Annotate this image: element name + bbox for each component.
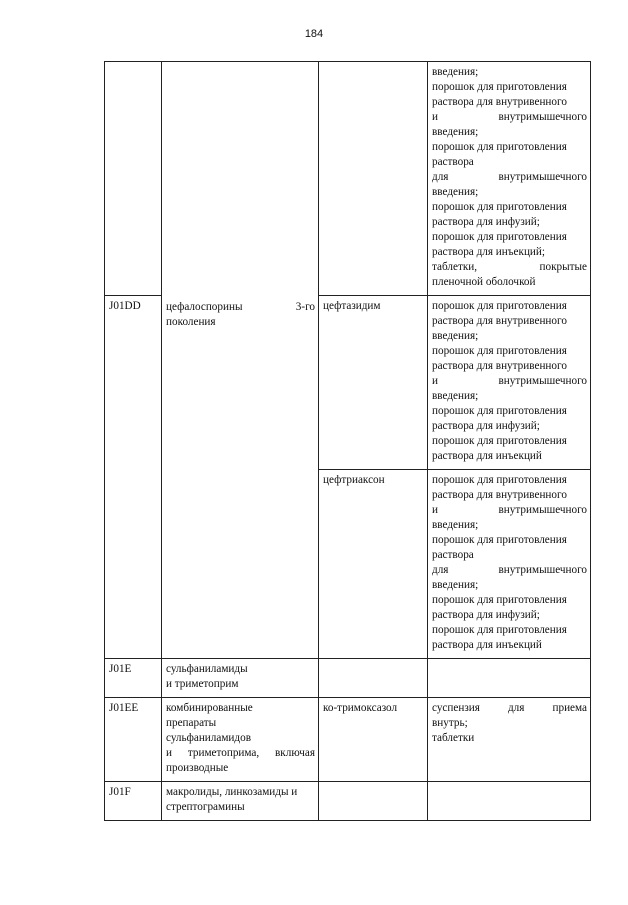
form-line: суспензия для приема — [432, 702, 587, 714]
group-line: сульфаниламидов — [166, 732, 251, 744]
form-line: раствора — [432, 549, 474, 561]
form-line: введения; — [432, 519, 479, 531]
form-line: раствора для инфузий; — [432, 216, 540, 228]
forms-cell — [428, 782, 591, 821]
group-line: цефалоспорины 3-го — [166, 301, 315, 313]
form-line: и внутримышечного — [432, 504, 587, 516]
form-line: порошок для приготовления — [432, 594, 567, 606]
drug-cell: цефтазидим — [319, 296, 428, 470]
forms-cell — [428, 659, 591, 698]
group-cell — [162, 698, 319, 782]
table-row — [105, 698, 591, 782]
form-line: введения; — [432, 579, 479, 591]
table-row — [105, 62, 591, 296]
form-line: введения; — [432, 390, 479, 402]
form-line: раствора — [432, 156, 474, 168]
forms-cell — [428, 470, 591, 659]
form-line: порошок для приготовления — [432, 345, 567, 357]
form-line: раствора для внутривенного — [432, 489, 567, 501]
group-line: и триметоприма, включая — [166, 747, 315, 759]
forms-cell — [428, 62, 591, 296]
form-line: и внутримышечного — [432, 375, 587, 387]
form-line: раствора для внутривенного — [432, 360, 567, 372]
group-line: производные — [166, 762, 229, 774]
form-line: раствора для внутривенного — [432, 96, 567, 108]
form-line: порошок для приготовления — [432, 435, 567, 447]
form-line: порошок для приготовления — [432, 81, 567, 93]
form-line: таблетки — [432, 732, 475, 744]
form-line: введения; — [432, 126, 479, 138]
form-line: порошок для приготовления — [432, 624, 567, 636]
table-row — [105, 659, 591, 698]
form-line: внутрь; — [432, 717, 468, 729]
group-line: препараты — [166, 717, 217, 729]
form-line: раствора для внутривенного — [432, 315, 567, 327]
table-row — [105, 782, 591, 821]
drug-cell — [319, 62, 428, 296]
drug-cell: ко-тримоксазол — [319, 698, 428, 782]
group-cell — [162, 782, 319, 821]
page-number: 184 — [304, 28, 324, 40]
group-cell — [162, 62, 319, 659]
form-line: введения; — [432, 330, 479, 342]
group-line: поколения — [166, 316, 216, 328]
form-line: порошок для приготовления — [432, 141, 567, 153]
group-line: макролиды, линкозамиды и — [166, 786, 298, 798]
drug-classification-table — [104, 61, 591, 821]
form-line: порошок для приготовления — [432, 405, 567, 417]
form-line: введения; — [432, 186, 479, 198]
group-line: стрептограмины — [166, 801, 245, 813]
form-line: порошок для приготовления — [432, 201, 567, 213]
code-cell: J01E — [105, 659, 162, 698]
form-line: порошок для приготовления — [432, 474, 567, 486]
drug-cell — [319, 659, 428, 698]
drug-cell — [319, 782, 428, 821]
form-line: для внутримышечного — [432, 564, 587, 576]
code-cell: J01DD — [105, 296, 162, 659]
form-line: раствора для инъекций; — [432, 246, 546, 258]
group-cell — [162, 659, 319, 698]
form-line: для внутримышечного — [432, 171, 587, 183]
form-line: порошок для приготовления — [432, 231, 567, 243]
group-line: комбинированные — [166, 702, 253, 714]
group-line: и триметоприм — [166, 678, 239, 690]
form-line: таблетки, покрытые — [432, 261, 587, 273]
code-cell: J01EE — [105, 698, 162, 782]
form-line: порошок для приготовления — [432, 534, 567, 546]
code-cell: J01F — [105, 782, 162, 821]
drug-cell: цефтриаксон — [319, 470, 428, 659]
forms-cell — [428, 296, 591, 470]
code-cell — [105, 62, 162, 296]
form-line: раствора для инфузий; — [432, 609, 540, 621]
form-line: порошок для приготовления — [432, 300, 567, 312]
form-line: пленочной оболочкой — [432, 276, 536, 288]
form-line: раствора для инфузий; — [432, 420, 540, 432]
form-line: и внутримышечного — [432, 111, 587, 123]
group-line: сульфаниламиды — [166, 663, 248, 675]
forms-cell — [428, 698, 591, 782]
form-line: раствора для инъекций — [432, 450, 542, 462]
form-line: раствора для инъекций — [432, 639, 542, 651]
form-line: введения; — [432, 66, 479, 78]
